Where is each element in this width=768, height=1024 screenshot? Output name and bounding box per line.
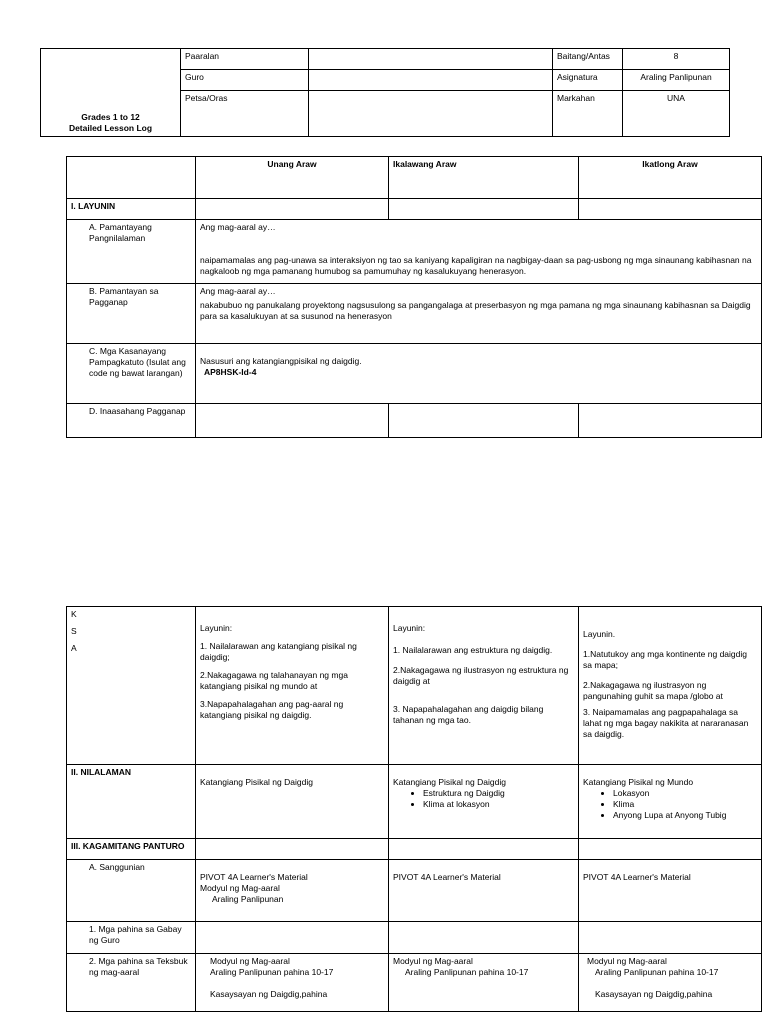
ksa-day1-cell [196, 607, 389, 765]
ksa-a: A [71, 643, 77, 653]
sanggunian-day3-text: PIVOT 4A Learner's Material [583, 872, 691, 882]
list-item: • Klima [613, 799, 757, 810]
sanggunian-label: A. Sanggunian [67, 860, 196, 922]
teksbuk-label: 2. Mga pahina sa Teksbuk ng mag-aaral [67, 954, 196, 1012]
pamantayan-sa-pagganap-intro: Ang mag-aaral ay… [200, 286, 276, 296]
kagamitan-day1-cell [196, 839, 389, 860]
paaralan-field[interactable] [309, 49, 553, 70]
paaralan-label: Paaralan [181, 49, 309, 70]
ksa-day2-cell [389, 607, 579, 765]
teksbuk-day2-line2: Araling Panlipunan pahina 10-17 [405, 967, 529, 977]
header-table [40, 48, 730, 137]
list-item: • Klima at lokasyon [423, 799, 574, 810]
teksbuk-day1-cell [196, 954, 389, 1012]
sanggunian-day3-cell [579, 860, 762, 922]
teksbuk-day3-line2: Araling Panlipunan pahina 10-17 [595, 967, 719, 977]
ksa-day3-item: 3. Naipamamalas ang pagpapahalaga sa lahat ng mga bagay nakikita at nararanasan sa daigdig. [583, 707, 749, 739]
kagamitan-heading: III. KAGAMITANG PANTURO [67, 839, 196, 860]
teksbuk-day1-line3: Kasaysayan ng Daigdig,pahina [210, 989, 328, 999]
gabay-ng-guro-day2 [389, 922, 579, 954]
day-header-1: Unang Araw [196, 157, 389, 199]
list-item: • Anyong Lupa at Anyong Tubig [613, 810, 757, 821]
list-item: • Lokasyon [613, 788, 757, 799]
sanggunian-day1-line3: Araling Panlipunan [212, 894, 284, 904]
days-corner-cell [67, 157, 196, 199]
day-header-3: Ikatlong Araw [579, 157, 762, 199]
list-item: • Estruktura ng Daigdig [423, 788, 574, 799]
ksa-day1-item: 2.Nakagagawa ng talahanayan ng mga katangiang pisikal ng mundo at [200, 670, 348, 691]
day-header-2: Ikalawang Araw [389, 157, 579, 199]
baitang-value: 8 [623, 49, 730, 70]
header-title [41, 49, 181, 137]
ksa-day1-item: 3.Napapahalagahan ang pag-aaral ng katangiang pisikal ng daigdig. [200, 699, 344, 720]
ksa-day3-item: 2.Nakagagawa ng ilustrasyon ng pangunahing guhit sa mapa /globo at [583, 680, 723, 701]
teksbuk-day1-line1: Modyul ng Mag-aaral [210, 956, 290, 966]
teksbuk-day2-cell [389, 954, 579, 1012]
ksa-day2-item: 1. Nailalarawan ang estruktura ng daigdig. [393, 645, 553, 655]
nilalaman-day2-title: Katangiang Pisikal ng Daigdig [393, 777, 506, 787]
nilalaman-day2-cell [389, 765, 579, 839]
pamantayang-pangnilalaman-text: naipamamalas ang pag-unawa sa interaksiyon ng tao sa kaniyang kapaligiran na nagbigay-daan sa pag-usbong ng mga sinaunang kabihasnan na nagkaloob ng mga pamanang humubog sa pamumuhay ng kasalukuyang henerasyon. [200, 255, 752, 276]
lesson-details-table [66, 606, 762, 1012]
sanggunian-day1-line2: Modyul ng Mag-aaral [200, 883, 280, 893]
nilalaman-heading: II. NILALAMAN [67, 765, 196, 839]
markahan-label: Markahan [553, 91, 623, 137]
kagamitan-day3-cell [579, 839, 762, 860]
baitang-label: Baitang/Antas [553, 49, 623, 70]
asignatura-value: Araling Panlipunan [623, 70, 730, 91]
pamantayan-sa-pagganap-text: nakabubuo ng panukalang proyektong nagsusulong sa pangangalaga at preserbasyon ng mga pamana ng mga sinaunang kabihasnan sa Daigdig para sa kasalukuyan at sa susunod na henerasyon [200, 300, 751, 321]
nilalaman-day3-cell [579, 765, 762, 839]
pamantayan-sa-pagganap-label: B. Pamantayan sa Pagganap [67, 284, 196, 344]
inaasahang-pagganap-day2 [389, 404, 579, 438]
gabay-ng-guro-day3 [579, 922, 762, 954]
teksbuk-day2-line1: Modyul ng Mag-aaral [393, 956, 473, 966]
ksa-day2-item: 3. Napapahalagahan ang daigdig bilang tahanan ng mga tao. [393, 704, 544, 725]
layunin-day3-cell [579, 199, 762, 220]
competency-code: AP8HSK-Id-4 [204, 367, 257, 377]
pamantayang-pangnilalaman-intro: Ang mag-aaral ay… [200, 222, 276, 232]
gabay-ng-guro-label: 1. Mga pahina sa Gabay ng Guro [67, 922, 196, 954]
pamantayan-sa-pagganap-cell [196, 284, 762, 344]
nilalaman-day1-text: Katangiang Pisikal ng Daigdig [200, 777, 313, 787]
header-title-line1: Grades 1 to 12 [81, 112, 140, 122]
guro-label: Guro [181, 70, 309, 91]
layunin-table [66, 156, 762, 438]
pamantayang-pangnilalaman-cell [196, 220, 762, 284]
inaasahang-pagganap-day3 [579, 404, 762, 438]
ksa-day2-item: 2.Nakagagawa ng ilustrasyon ng estruktura ng daigdig at [393, 665, 569, 686]
teksbuk-day1-line2: Araling Panlipunan pahina 10-17 [210, 967, 334, 977]
guro-field[interactable] [309, 70, 553, 91]
sanggunian-day1-line1: PIVOT 4A Learner's Material [200, 872, 308, 882]
kasanayang-pampagkatuto-cell [196, 344, 762, 404]
teksbuk-day3-line3: Kasaysayan ng Daigdig,pahina [595, 989, 713, 999]
sanggunian-day2-cell [389, 860, 579, 922]
sanggunian-day1-cell [196, 860, 389, 922]
nilalaman-day3-title: Katangiang Pisikal ng Mundo [583, 777, 694, 787]
ksa-day3-cell [579, 607, 762, 765]
layunin-day2-cell [389, 199, 579, 220]
petsa-label: Petsa/Oras [181, 91, 309, 137]
ksa-day1-item: 1. Nailalarawan ang katangiang pisikal ng daigdig; [200, 641, 357, 662]
ksa-k: K [71, 609, 77, 619]
ksa-label-cell [67, 607, 196, 765]
teksbuk-day3-line1: Modyul ng Mag-aaral [587, 956, 667, 966]
teksbuk-day3-cell [579, 954, 762, 1012]
asignatura-label: Asignatura [553, 70, 623, 91]
ksa-day3-title: Layunin. [583, 629, 616, 639]
ksa-day2-title: Layunin: [393, 623, 426, 633]
header-title-line2: Detailed Lesson Log [68, 123, 153, 133]
nilalaman-day3-list [583, 788, 757, 821]
pamantayang-pangnilalaman-label: A. Pamantayang Pangnilalaman [67, 220, 196, 284]
inaasahang-pagganap-label: D. Inaasahang Pagganap [67, 404, 196, 438]
sanggunian-day2-text: PIVOT 4A Learner's Material [393, 872, 501, 882]
ksa-day1-title: Layunin: [200, 623, 233, 633]
nilalaman-day2-list [393, 788, 574, 810]
layunin-day1-cell [196, 199, 389, 220]
ksa-day3-item: 1.Natutukoy ang mga kontinente ng daigdig sa mapa; [583, 649, 747, 670]
kasanayang-pampagkatuto-text: Nasusuri ang katangiangpisikal ng daigdig. [200, 356, 362, 366]
kasanayang-pampagkatuto-label: C. Mga Kasanayang Pampagkatuto (Isulat ang code ng bawat larangan) [67, 344, 196, 404]
nilalaman-day1-cell [196, 765, 389, 839]
markahan-value: UNA [623, 91, 730, 137]
inaasahang-pagganap-day1 [196, 404, 389, 438]
petsa-field[interactable] [309, 91, 553, 137]
layunin-heading: I. LAYUNIN [67, 199, 196, 220]
gabay-ng-guro-day1 [196, 922, 389, 954]
ksa-s: S [71, 626, 77, 636]
kagamitan-day2-cell [389, 839, 579, 860]
